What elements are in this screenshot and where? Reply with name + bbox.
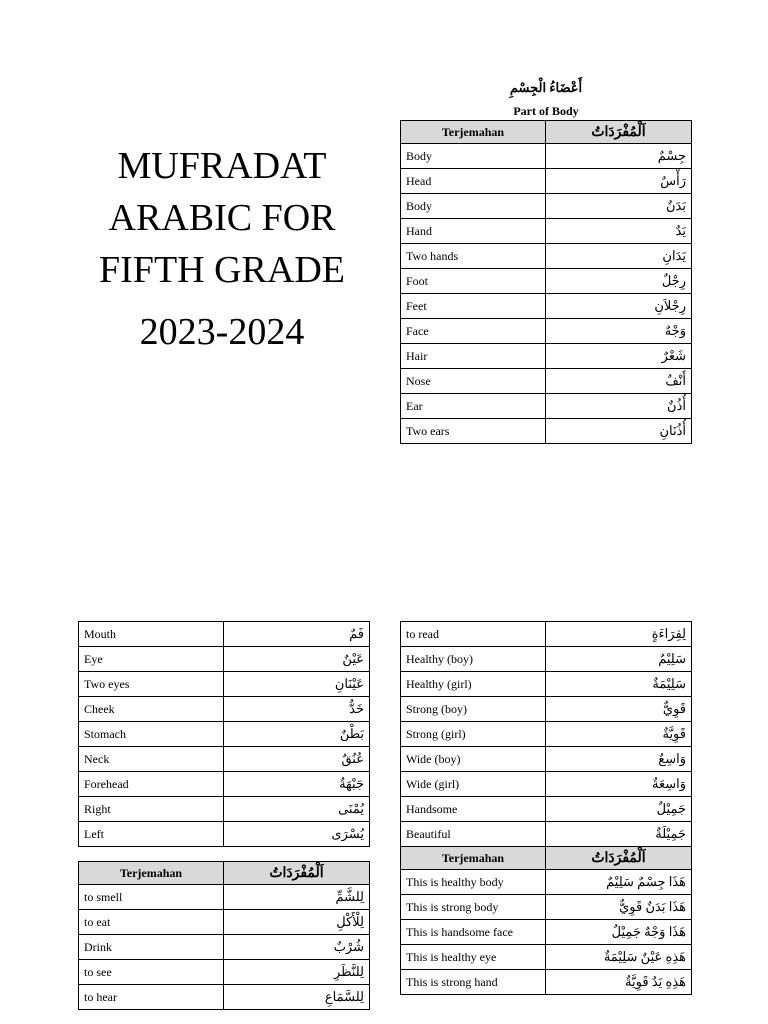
title-line-3: FIFTH GRADE	[99, 249, 345, 291]
table-row	[401, 697, 692, 722]
table-row	[401, 194, 692, 219]
arabic-cell: هَذَا وَجْهٌ جَمِيْلٌ	[546, 920, 692, 945]
arabic-cell: يُسْرَى	[224, 822, 370, 847]
table-row	[79, 647, 370, 672]
arabic-cell: جِسْمٌ	[546, 144, 692, 169]
arabic-cell: لِلسَّمَاعِ	[224, 985, 370, 1010]
arabic-cell: هَذِهِ عَيْنٌ سَلِيْمَةٌ	[546, 945, 692, 970]
table-row	[401, 219, 692, 244]
arabic-cell: لِلْأَكْلِ	[224, 910, 370, 935]
header-mufradat: اَلْمُفْرَدَاتُ	[546, 847, 692, 870]
translation-cell: Hand	[401, 219, 546, 244]
arabic-cell: وَاسِعٌ	[546, 747, 692, 772]
arabic-cell: أُذُنٌ	[546, 394, 692, 419]
arabic-cell: قَوِيَّةٌ	[546, 722, 692, 747]
table-row	[401, 169, 692, 194]
table-row	[79, 697, 370, 722]
arabic-cell: بَطْنٌ	[224, 722, 370, 747]
arabic-cell: بَدَنٌ	[546, 194, 692, 219]
table-row	[79, 747, 370, 772]
table-row	[401, 344, 692, 369]
table-row	[401, 945, 692, 970]
translation-cell: Beautiful	[401, 822, 546, 847]
translation-cell: Wide (boy)	[401, 747, 546, 772]
arabic-cell: سَلِيْمٌ	[546, 647, 692, 672]
table-row	[401, 772, 692, 797]
table-row	[79, 910, 370, 935]
title-line-1: MUFRADAT	[117, 145, 327, 187]
translation-cell: Two ears	[401, 419, 546, 444]
title-year: 2023-2024	[139, 311, 305, 353]
arabic-cell: عَيْنَانِ	[224, 672, 370, 697]
arabic-cell: عَيْنٌ	[224, 647, 370, 672]
translation-cell: Body	[401, 194, 546, 219]
table-header-row	[401, 121, 692, 144]
translation-cell: Mouth	[79, 622, 224, 647]
document-title	[76, 140, 368, 358]
table-row	[401, 244, 692, 269]
arabic-cell: لِقِرَاءَةٍ	[546, 622, 692, 647]
table-row	[401, 622, 692, 647]
translation-cell: Cheek	[79, 697, 224, 722]
translation-cell: Hair	[401, 344, 546, 369]
header-mufradat: اَلْمُفْرَدَاتُ	[224, 862, 370, 885]
table-row	[79, 885, 370, 910]
table-row	[401, 394, 692, 419]
table-row	[401, 747, 692, 772]
adjectives-sentences-table	[400, 621, 692, 995]
table-row	[401, 419, 692, 444]
arabic-cell: يُمْنَى	[224, 797, 370, 822]
translation-cell: Wide (girl)	[401, 772, 546, 797]
translation-cell: to smell	[79, 885, 224, 910]
arabic-cell: هَذَا بَدَنٌ قَوِيٌّ	[546, 895, 692, 920]
translation-cell: Body	[401, 144, 546, 169]
table-row	[401, 144, 692, 169]
table-row	[79, 797, 370, 822]
translation-cell: Healthy (girl)	[401, 672, 546, 697]
header-mufradat: اَلْمُفْرَدَاتُ	[546, 121, 692, 144]
table-header-row	[401, 847, 692, 870]
arabic-cell: لِلشَّمِّ	[224, 885, 370, 910]
arabic-cell: خَدٌّ	[224, 697, 370, 722]
translation-cell: Handsome	[401, 797, 546, 822]
table-header-row	[79, 862, 370, 885]
arabic-cell: شَعْرٌ	[546, 344, 692, 369]
arabic-cell: هَذَا جِسْمٌ سَلِيْمٌ	[546, 870, 692, 895]
arabic-cell: جَبْهَةٌ	[224, 772, 370, 797]
header-terjemahan: Terjemahan	[401, 847, 546, 870]
table-row	[79, 935, 370, 960]
table-row	[401, 672, 692, 697]
table-row	[401, 269, 692, 294]
arabic-cell: هَذِهِ يَدٌ قَوِيَّةٌ	[546, 970, 692, 995]
translation-cell: to eat	[79, 910, 224, 935]
table-row	[401, 920, 692, 945]
table-row	[79, 985, 370, 1010]
translation-cell: Stomach	[79, 722, 224, 747]
arabic-cell: وَاسِعَةٌ	[546, 772, 692, 797]
table-row	[79, 672, 370, 697]
body-parts-table	[400, 120, 692, 444]
table-row	[79, 722, 370, 747]
table-row	[401, 797, 692, 822]
table-row	[401, 647, 692, 672]
translation-cell: Nose	[401, 369, 546, 394]
arabic-cell: يَدٌ	[546, 219, 692, 244]
table-row	[401, 319, 692, 344]
table-row	[401, 822, 692, 847]
translation-cell: Healthy (boy)	[401, 647, 546, 672]
translation-cell: Drink	[79, 935, 224, 960]
translation-cell: to see	[79, 960, 224, 985]
translation-cell: Feet	[401, 294, 546, 319]
translation-cell: Strong (boy)	[401, 697, 546, 722]
arabic-cell: قَوِيٌّ	[546, 697, 692, 722]
translation-cell: to hear	[79, 985, 224, 1010]
translation-cell: This is healthy eye	[401, 945, 546, 970]
arabic-cell: رِجْلاَنِ	[546, 294, 692, 319]
header-terjemahan: Terjemahan	[79, 862, 224, 885]
translation-cell: This is handsome face	[401, 920, 546, 945]
arabic-cell: جَمِيْلَةٌ	[546, 822, 692, 847]
table-row	[79, 622, 370, 647]
translation-cell: Head	[401, 169, 546, 194]
face-parts-table	[78, 621, 370, 847]
translation-cell: This is healthy body	[401, 870, 546, 895]
arabic-cell: فَمٌ	[224, 622, 370, 647]
translation-cell: Eye	[79, 647, 224, 672]
arabic-cell: يَدَانِ	[546, 244, 692, 269]
table-row	[401, 294, 692, 319]
arabic-cell: رِجْلٌ	[546, 269, 692, 294]
arabic-cell: أُذُنَانِ	[546, 419, 692, 444]
table-row	[401, 895, 692, 920]
section-heading-arabic: أَعْضَاءُ الْجِسْمِ	[509, 80, 583, 95]
title-line-2: ARABIC FOR	[108, 197, 336, 239]
translation-cell: Ear	[401, 394, 546, 419]
table-row	[401, 722, 692, 747]
header-terjemahan: Terjemahan	[401, 121, 546, 144]
translation-cell: This is strong body	[401, 895, 546, 920]
translation-cell: Right	[79, 797, 224, 822]
table-row	[79, 822, 370, 847]
arabic-cell: رَأْسٌ	[546, 169, 692, 194]
translation-cell: Two eyes	[79, 672, 224, 697]
arabic-cell: سَلِيْمَةٌ	[546, 672, 692, 697]
table-row	[401, 369, 692, 394]
arabic-cell: أَنْفٌ	[546, 369, 692, 394]
translation-cell: Forehead	[79, 772, 224, 797]
translation-cell: Strong (girl)	[401, 722, 546, 747]
arabic-cell: لِلنَّظَرِ	[224, 960, 370, 985]
translation-cell: Two hands	[401, 244, 546, 269]
table-row	[401, 970, 692, 995]
verbs-table	[78, 861, 370, 1010]
translation-cell: Face	[401, 319, 546, 344]
translation-cell: Neck	[79, 747, 224, 772]
arabic-cell: جَمِيْلٌ	[546, 797, 692, 822]
translation-cell: to read	[401, 622, 546, 647]
translation-cell: Foot	[401, 269, 546, 294]
arabic-cell: عُنُقٌ	[224, 747, 370, 772]
translation-cell: This is strong hand	[401, 970, 546, 995]
arabic-cell: شُرْبٌ	[224, 935, 370, 960]
section-heading-english: Part of Body	[513, 104, 579, 118]
translation-cell: Left	[79, 822, 224, 847]
table-row	[79, 960, 370, 985]
table-row	[79, 772, 370, 797]
arabic-cell: وَجْهٌ	[546, 319, 692, 344]
table-row	[401, 870, 692, 895]
